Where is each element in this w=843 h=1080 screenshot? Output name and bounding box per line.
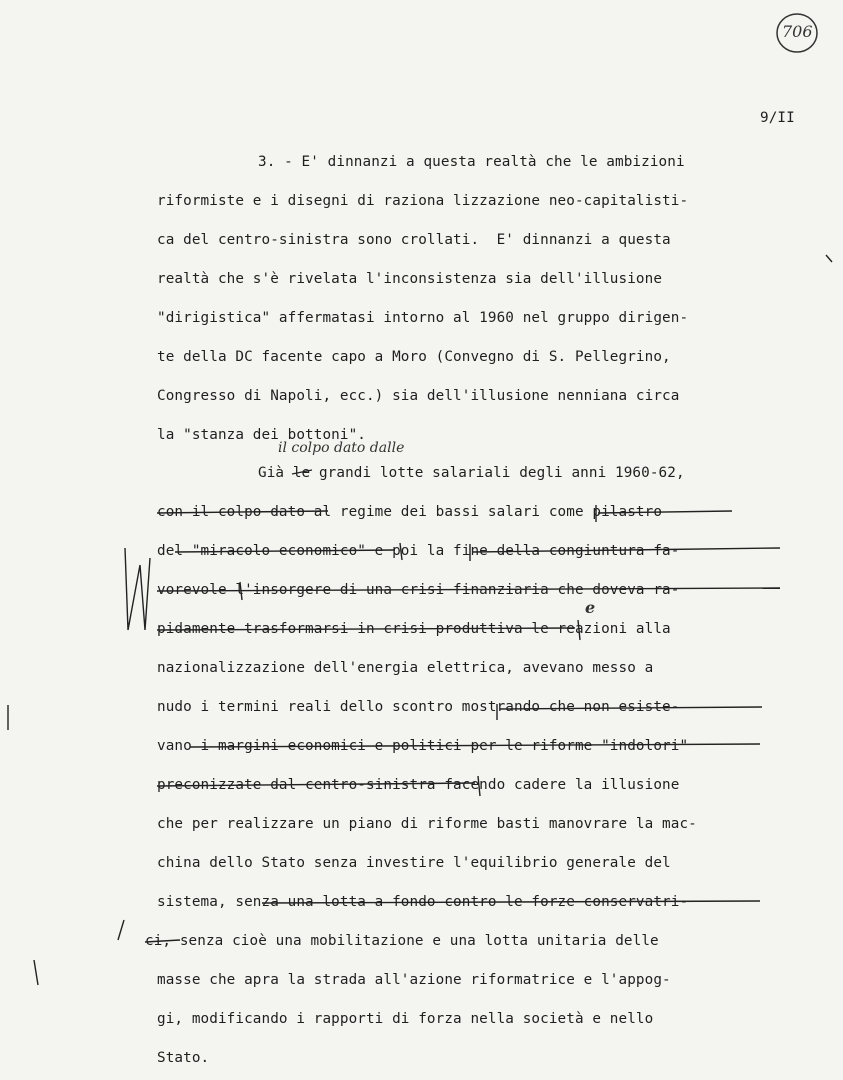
page-number: 9/II <box>760 110 795 126</box>
text-line-24: Stato. <box>157 1050 210 1066</box>
text-line-10: con il colpo dato al regime dei bassi salari come pilastro <box>157 504 663 520</box>
archive-stamp-number: 706 <box>782 22 813 41</box>
text-line-2: riformiste e i disegni di raziona lizzazione neo-capitalisti- <box>157 193 689 209</box>
text-line-16: vano i margini economici e politici per le riforme "indolori" <box>157 738 689 754</box>
margin-scribble <box>125 548 150 630</box>
text-line-12: vorevole l'insorgere di una crisi finanziaria che doveva ra- <box>157 582 680 598</box>
handwritten-insertion: il colpo dato dalle <box>278 440 405 456</box>
text-line-1: 3. - E' dinnanzi a questa realtà che le ambizioni <box>258 154 685 170</box>
text-line-20: sistema, senza una lotta a fondo contro le forze conservatri- <box>157 894 689 910</box>
handwritten-e: e <box>585 598 596 617</box>
text-line-5: "dirigistica" affermatasi intorno al 1960 nel gruppo dirigen- <box>157 310 689 326</box>
text-line-11: del "miracolo economico" e poi la fine della congiuntura fa- <box>157 543 680 559</box>
text-line-8: la "stanza dei bottoni". <box>157 427 366 443</box>
text-line-22: masse che apra la strada all'azione riformatrice e l'appog- <box>157 972 671 988</box>
text-line-23: gi, modificando i rapporti di forza nella società e nello <box>157 1011 654 1027</box>
text-line-21: ci, senza cioè una mobilitazione e una lotta unitaria delle <box>145 933 659 949</box>
text-line-19: china dello Stato senza investire l'equilibrio generale del <box>157 855 671 871</box>
margin-tick <box>118 920 124 940</box>
text-line-13: pidamente trasformarsi in crisi produttiva le reazioni alla <box>157 621 671 637</box>
text-line-3: ca del centro-sinistra sono crollati. E' dinnanzi a questa <box>157 232 671 248</box>
text-line-4: realtà che s'è rivelata l'inconsistenza sia dell'illusione <box>157 271 663 287</box>
text-line-15: nudo i termini reali dello scontro mostrando che non esiste- <box>157 699 680 715</box>
text-line-7: Congresso di Napoli, ecc.) sia dell'illusione nenniana circa <box>157 388 680 404</box>
text-line-17: preconizzate dal centro-sinistra facendo cadere la illusione <box>157 777 680 793</box>
text-line-6: te della DC facente capo a Moro (Convegno di S. Pellegrino, <box>157 349 671 365</box>
text-line-18: che per realizzare un piano di riforme basti manovrare la mac- <box>157 816 697 832</box>
text-line-9: Già le grandi lotte salariali degli anni 1960-62, <box>258 465 685 481</box>
text-line-14: nazionalizzazione dell'energia elettrica, avevano messo a <box>157 660 654 676</box>
